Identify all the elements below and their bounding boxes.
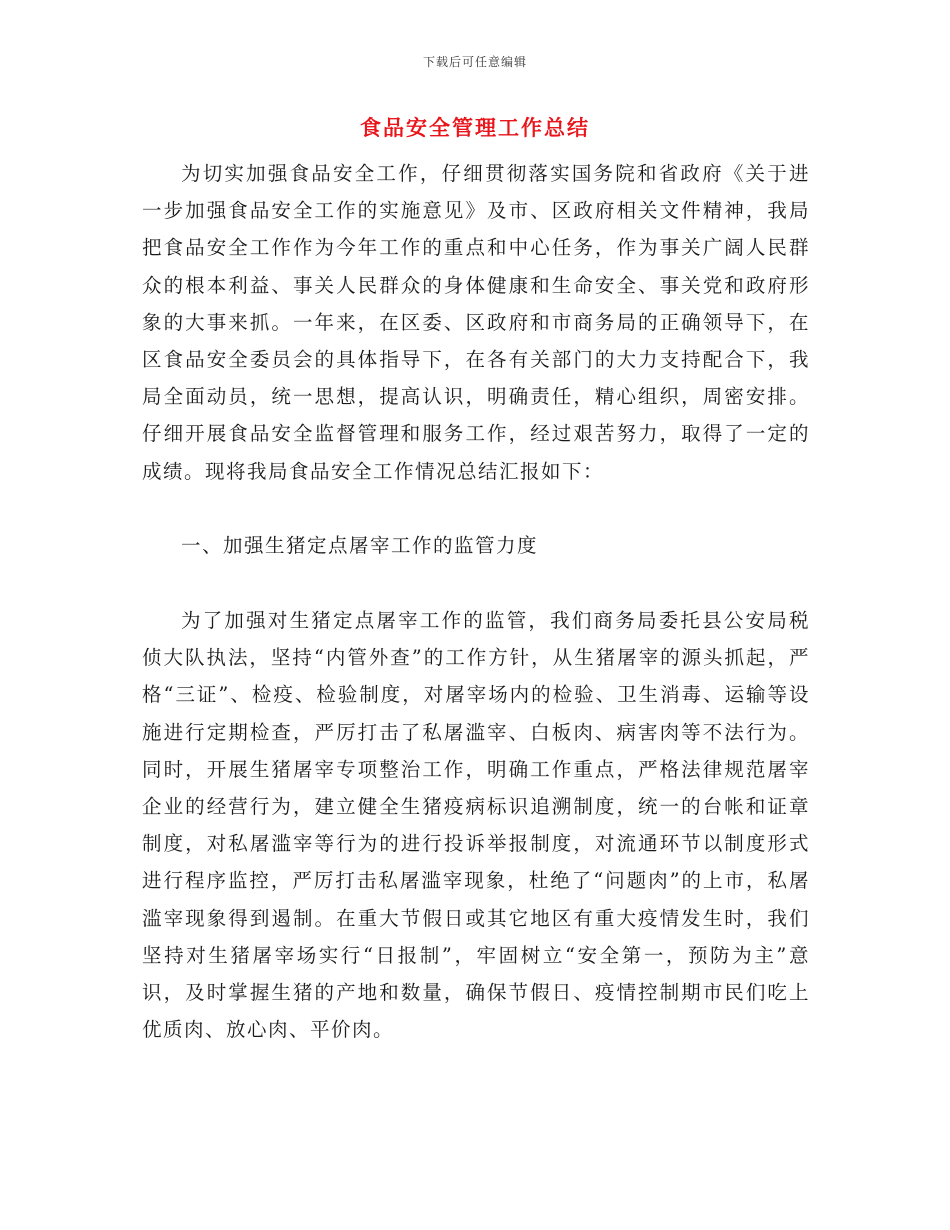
header-note: 下载后可任意编辑 (422, 55, 527, 69)
document-title: 食品安全管理工作总结 (360, 115, 590, 140)
paragraph-section-1: 为了加强对生猪定点屠宰工作的监管，我们商务局委托县公安局税侦大队执法，坚持“内管外查”的工作方针，从生猪屠宰的源头抓起，严格“三证”、检疫、检验制度，对屠宰场内的检验、卫生消毒、运输等设施进行定期检查，严厉打击了私屠滥宰、白板肉、病害肉等不法行为。同时，开展生猪屠宰专项整治工作，明确工作重点，严格法律规范屠宰企业的经营行为，建立健全生猪疫病标识追溯制度，统一的台帐和证章制度，对私屠滥宰等行为的进行投诉举报制度，对流通环节以制度形式进行程序监控，严厉打击私屠滥宰现象，杜绝了“问题肉”的上市，私屠滥宰现象得到遏制。在重大节假日或其它地区有重大疫情发生时，我们坚持对生猪屠宰场实行“日报制”，牢固树立“安全第一，预防为主”意识，及时掌握生猪的产地和数量，确保节假日、疫情控制期市民们吃上优质肉、放心肉、平价肉。 (142, 609, 810, 1042)
section-heading-1: 一、加强生猪定点屠宰工作的监管力度 (181, 534, 539, 557)
paragraph-intro: 为切实加强食品安全工作，仔细贯彻落实国务院和省政府《关于进一步加强食品安全工作的实施意见》及市、区政府相关文件精神，我局把食品安全工作作为今年工作的重点和中心任务，作为事关广阔人民群众的根本利益、事关人民群众的身体健康和生命安全、事关党和政府形象的大事来抓。一年来，在区委、区政府和市商务局的正确领导下，在区食品安全委员会的具体指导下，在各有关部门的大力支持配合下，我局全面动员，统一思想，提高认识，明确责任，精心组织，周密安排。仔细开展食品安全监督管理和服务工作，经过艰苦努力，取得了一定的成绩。现将我局食品安全工作情况总结汇报如下： (142, 162, 810, 483)
